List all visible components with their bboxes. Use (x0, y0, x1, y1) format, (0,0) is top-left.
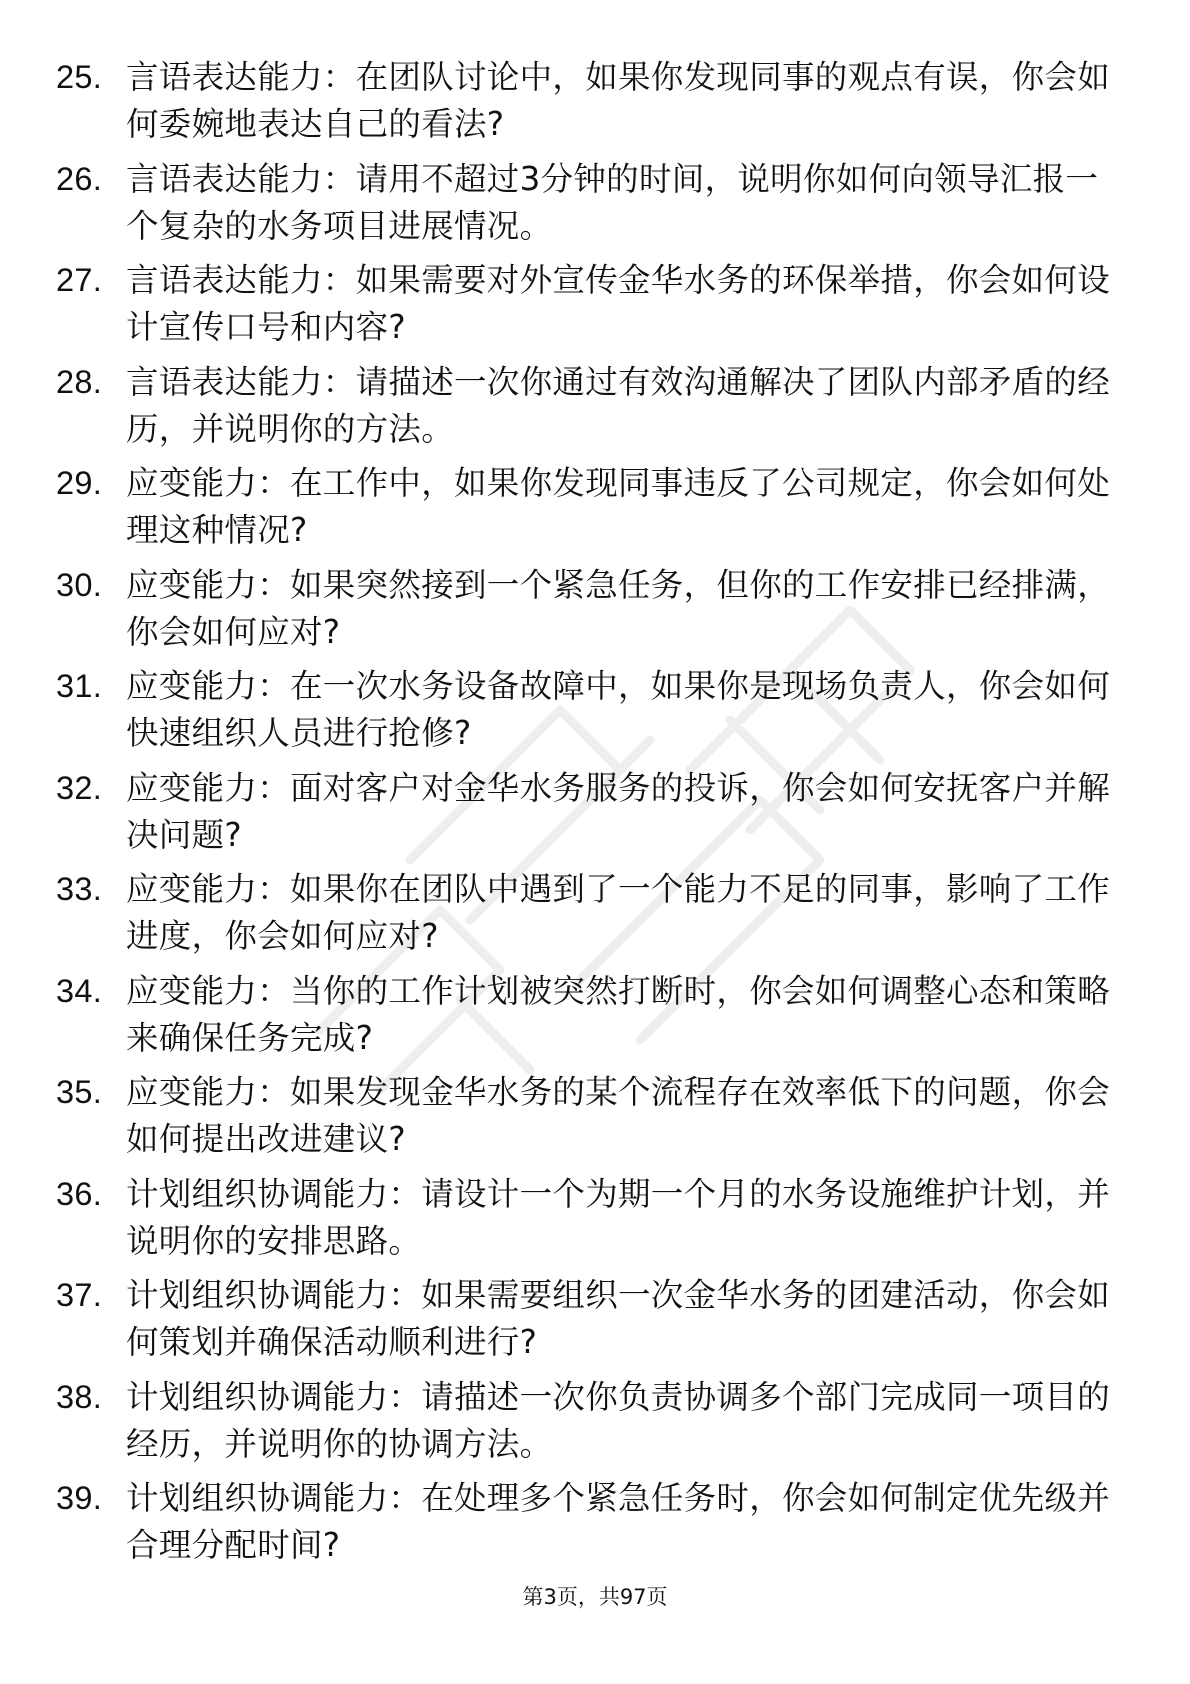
question-text: 应变能力：面对客户对金华水务服务的投诉，你会如何安抚客户并解决问题? (126, 768, 1111, 854)
question-text: 应变能力：在工作中，如果你发现同事违反了公司规定，你会如何处理这种情况? (126, 464, 1111, 549)
question-number: 35. (56, 1074, 103, 1110)
question-text: 计划组织协调能力：如果需要组织一次金华水务的团建活动，你会如何策划并确保活动顺利进行? (126, 1276, 1111, 1361)
question-item (0, 1171, 1190, 1273)
question-item (0, 765, 1190, 867)
question-number: 30. (56, 566, 103, 603)
question-item (0, 663, 1190, 765)
question-item (0, 359, 1190, 461)
question-text: 言语表达能力：请用不超过3分钟的时间，说明你如何向领导汇报一个复杂的水务项目进展情况。 (126, 159, 1099, 245)
question-number: 29. (56, 465, 103, 501)
question-item (0, 1069, 1190, 1171)
question-item (0, 54, 1190, 156)
question-text: 应变能力：如果突然接到一个紧急任务，但你的工作安排已经排满，你会如何应对? (126, 565, 1111, 651)
question-text: 言语表达能力：如果需要对外宣传金华水务的环保举措，你会如何设计宣传口号和内容? (126, 261, 1111, 346)
question-item (0, 562, 1190, 664)
question-number: 28. (56, 363, 103, 400)
question-item (0, 1374, 1190, 1476)
question-number: 33. (56, 871, 103, 907)
question-text: 应变能力：在一次水务设备故障中，如果你是现场负责人，你会如何快速组织人员进行抢修? (126, 667, 1111, 752)
question-item (0, 968, 1190, 1070)
question-number: 27. (56, 262, 103, 298)
question-item (0, 866, 1190, 968)
question-item (0, 257, 1190, 359)
question-text: 言语表达能力：在团队讨论中，如果你发现同事的观点有误，你会如何委婉地表达自己的看法? (126, 58, 1111, 143)
question-number: 39. (56, 1480, 103, 1516)
question-text: 计划组织协调能力：在处理多个紧急任务时，你会如何制定优先级并合理分配时间? (126, 1479, 1111, 1564)
question-text: 应变能力：如果你在团队中遇到了一个能力不足的同事，影响了工作进度，你会如何应对? (126, 870, 1111, 955)
question-number: 25. (56, 59, 103, 95)
question-item (0, 460, 1190, 562)
question-number: 34. (56, 972, 103, 1009)
question-text: 计划组织协调能力：请描述一次你负责协调多个部门完成同一项目的经历，并说明你的协调方法。 (126, 1377, 1111, 1463)
question-item (0, 156, 1190, 258)
question-number: 26. (56, 160, 103, 197)
question-item (0, 1272, 1190, 1374)
page-footer: 第3页，共97页 (522, 1585, 668, 1609)
question-text: 计划组织协调能力：请设计一个为期一个月的水务设施维护计划，并说明你的安排思路。 (126, 1174, 1111, 1260)
question-text: 应变能力：如果发现金华水务的某个流程存在效率低下的问题，你会如何提出改进建议? (126, 1073, 1111, 1158)
question-number: 36. (56, 1175, 103, 1212)
question-number: 32. (56, 769, 103, 806)
question-number: 38. (56, 1378, 103, 1415)
question-list (0, 54, 1190, 1577)
question-item (0, 1475, 1190, 1577)
question-number: 31. (56, 668, 103, 704)
question-number: 37. (56, 1277, 103, 1313)
question-text: 言语表达能力：请描述一次你通过有效沟通解决了团队内部矛盾的经历，并说明你的方法。 (126, 362, 1111, 448)
question-text: 应变能力：当你的工作计划被突然打断时，你会如何调整心态和策略来确保任务完成? (126, 971, 1111, 1057)
